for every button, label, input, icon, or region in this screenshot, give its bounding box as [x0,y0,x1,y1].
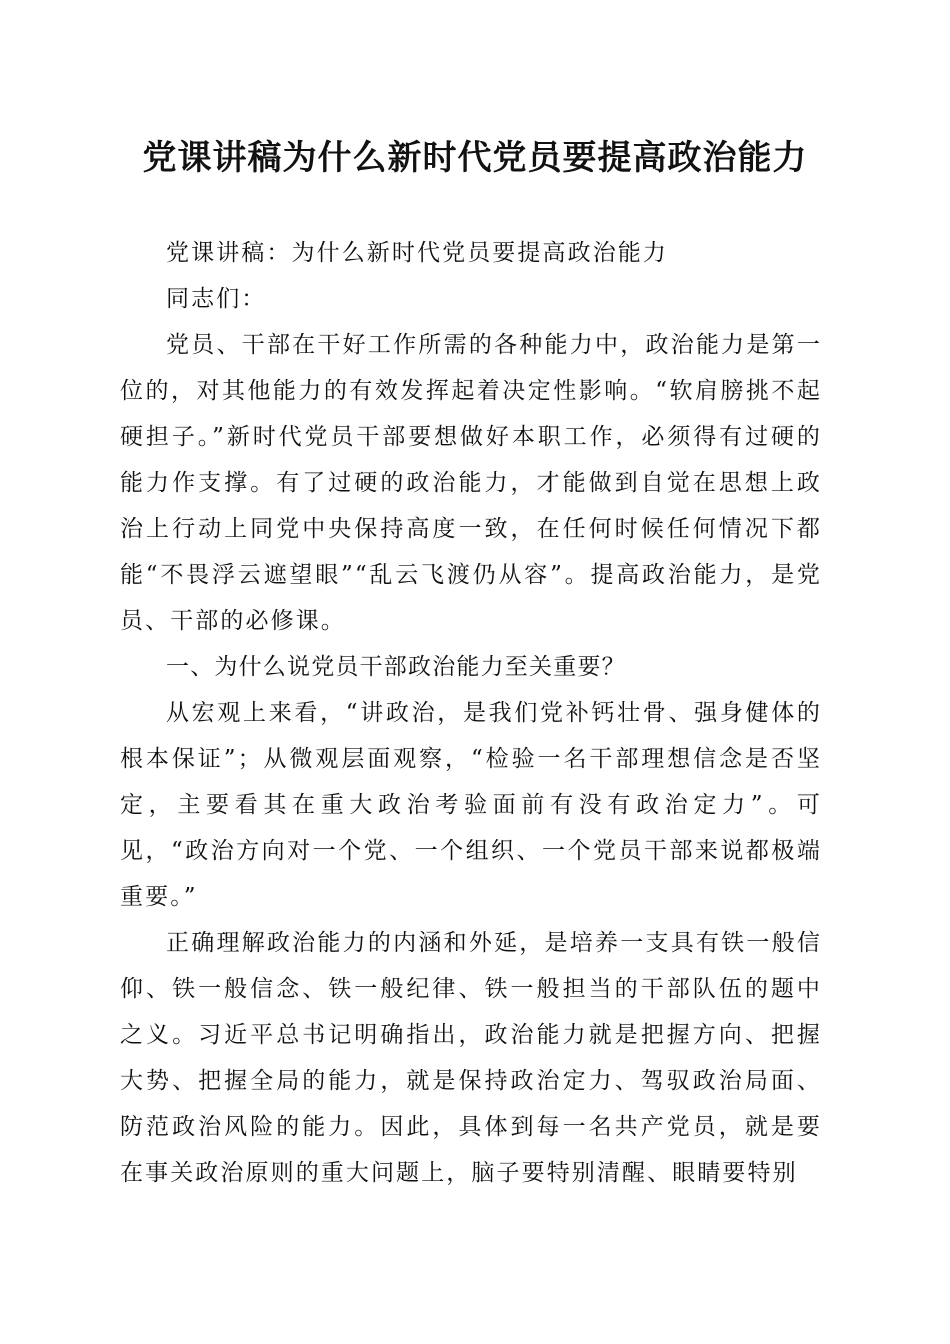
document-body [120,230,822,1196]
document-title: 党课讲稿为什么新时代党员要提高政治能力 [142,138,808,178]
intro-paragraph: 党员、干部在干好工作所需的各种能力中，政治能力是第一位的，对其他能力的有效发挥起着决定性影响。“软肩膀挑不起硬担子。”新时代党员干部要想做好本职工作，必须得有过硬的能力作支撑。有了过硬的政治能力，才能做到自觉在思想上政治上行动上同党中央保持高度一致，在任何时候任何情况下都能“不畏浮云遮望眼”“乱云飞渡仍从容”。提高政治能力，是党员、干部的必修课。 [120,332,822,634]
greeting-line: 同志们： [166,286,267,312]
section-paragraph-1: 从宏观上来看，“讲政治，是我们党补钙壮骨、强身健体的根本保证”；从微观层面观察，“检验一名干部理想信念是否坚定，主要看其在重大政治考验面前有没有政治定力”。可见，“政治方向对一个党、一个组织、一个党员干部来说都极端重要。” [120,700,822,910]
subtitle-line: 党课讲稿：为什么新时代党员要提高政治能力 [166,240,668,266]
section-heading: 一、为什么说党员干部政治能力至关重要？ [166,654,626,680]
section-paragraph-2: 正确理解政治能力的内涵和外延，是培养一支具有铁一般信仰、铁一般信念、铁一般纪律、铁一般担当的干部队伍的题中之义。习近平总书记明确指出，政治能力就是把握方向、把握大势、把握全局的能力，就是保持政治定力、驾驭政治局面、防范政治风险的能力。因此，具体到每一名共产党员，就是要在事关政治原则的重大问题上，脑子要特别清醒、眼睛要特别 [120,930,822,1186]
